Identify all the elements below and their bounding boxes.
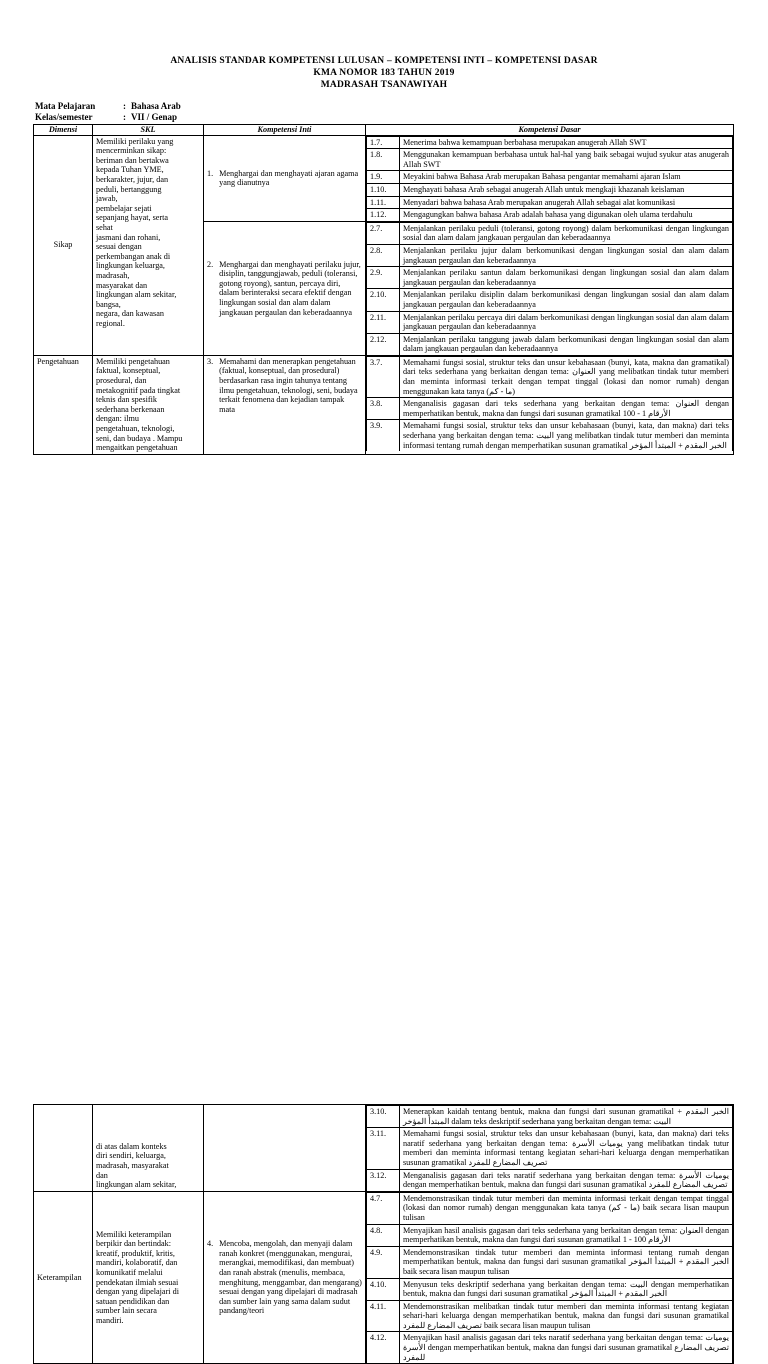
kd-item [367, 171, 733, 184]
document-title [0, 55, 768, 91]
competency-table-page-2 [33, 1104, 734, 1364]
kd-group-1 [366, 135, 734, 221]
ki-1 [204, 135, 366, 221]
ki-3-text: Memahami dan menerapkan pengetahuan (faktual, konseptual, dan prosedural) berdasarkan rasa ingin tahunya tentang ilmu pengetahuan, teknologi, seni, budaya terkait fenomena dan kejadian tampak mata [219, 356, 358, 414]
kd-number: 1.12. [367, 209, 400, 221]
ki-2 [204, 221, 366, 355]
document-meta [35, 101, 181, 123]
document-page-1 [0, 0, 768, 510]
dimensi-sikap: Sikap [34, 135, 93, 355]
ki-4-text: Mencoba, mengolah, dan menyaji dalam ranah konkret (menggunakan, mengurai, merangkai, memodifikasi, dan membuat) dan ranah abstrak (menulis, membaca, menghitung, menggambar, dan mengarang) sesuai dengan yang dipelajari di madrasah dan sumber lain yang sama dalam sudut pandang/teori [219, 1239, 362, 1316]
kd-item [367, 1169, 733, 1191]
kd-list-1 [366, 136, 733, 221]
kd-group-2 [366, 221, 734, 355]
kd-text: Menjalankan perilaku tanggung jawab dalam berkomunikasi dengan lingkungan sosial dan alam dalam jangkauan pergaulan dan keberadaannya [400, 333, 733, 355]
meta-subject [35, 101, 181, 112]
kd-item [367, 1332, 733, 1363]
kd-item [367, 1106, 733, 1128]
kd-item [367, 1192, 733, 1224]
kd-text: Mendemonstrasikan tindak tutur memberi dan meminta informasi terkait dengan tempat tinggal (lokasi dan nomor rumah) dengan menggunakan kata tanya (ما - كم) baik secara lisan maupun tulisan [400, 1192, 733, 1224]
ki-4-number: 4. [207, 1239, 214, 1249]
kd-number: 4.7. [367, 1192, 400, 1224]
ki-4 [204, 1191, 366, 1364]
title-line-2: KMA NOMOR 183 TAHUN 2019 [313, 68, 455, 78]
header-ki: Kompetensi Inti [204, 125, 366, 136]
kd-text: Mengagungkan bahwa bahasa Arab adalah bahasa yang digunakan oleh ulama terdahulu [400, 209, 733, 221]
competency-table-page-1 [33, 124, 734, 455]
ki-3 [204, 355, 366, 454]
table-row-sikap-1 [34, 135, 734, 221]
skl-pengetahuan-cont: di atas dalam konteks diri sendiri, keluarga, madrasah, masyarakat dan lingkungan alam sekitar, [93, 1105, 204, 1192]
kd-text: Menyajikan hasil analisis gagasan dari teks sederhana yang berkaitan dengan tema: العنوان dengan memperhatikan bentuk, makna dan fungsi dari susunan gramatikal الأرقام 100 - 1 [400, 1224, 733, 1246]
kd-item [367, 398, 733, 420]
kd-list-4 [366, 1192, 733, 1364]
title-line-1: ANALISIS STANDAR KOMPETENSI LULUSAN – KOMPETENSI INTI – KOMPETENSI DASAR [170, 56, 598, 66]
kd-item [367, 1246, 733, 1278]
meta-subject-key: Mata Pelajaran [35, 101, 96, 111]
kd-number: 2.10. [367, 289, 400, 311]
table-row-keterampilan [34, 1191, 734, 1364]
skl-keterampilan: Memiliki keterampilan berpikir dan bertindak: kreatif, produktif, kritis, mandiri, kolaboratif, dan komunikatif melalui pendekatan ilmiah sesuai dengan yang dipelajari di satuan pendidikan dan sumber lain secara mandiri. [93, 1191, 204, 1364]
kd-item [367, 196, 733, 209]
kd-group-3-cont [366, 1105, 734, 1192]
meta-subject-value: Bahasa Arab [131, 101, 181, 111]
kd-item [367, 356, 733, 397]
kd-item [367, 222, 733, 244]
document-page-2 [0, 548, 768, 1362]
kd-number: 4.12. [367, 1332, 400, 1363]
kd-number: 3.7. [367, 356, 400, 397]
kd-number: 4.10. [367, 1278, 400, 1300]
skl-pengetahuan: Memiliki pengetahuan faktual, konseptual, prosedural, dan metakognitif pada tingkat teknis dan spesifik sederhana berkenaan dengan: ilmu pengetahuan, teknologi, seni, dan budaya . Mampu mengaitkan pengetahuan [93, 355, 204, 454]
kd-item [367, 267, 733, 289]
kd-text: Menggunakan kemampuan berbahasa untuk hal-hal yang baik sebagai wujud syukur atas anugerah Allah SWT [400, 149, 733, 171]
kd-text: Memahami fungsi sosial, struktur teks dan unsur kebahasaan (bunyi, kata, dan makna) dari teks sederhana yang berkaitan dengan tema: البيت yang melibatkan tindak tutur memberi dan meminta informasi tentang rumah dengan memperhatikan susunan gramatikal الخبر المقدم + المبتدأ المؤخر [400, 420, 733, 451]
kd-text: Menghayati bahasa Arab sebagai anugerah Allah untuk mengkaji khazanah keislaman [400, 183, 733, 196]
kd-item [367, 149, 733, 171]
kd-item [367, 209, 733, 221]
kd-number: 1.10. [367, 183, 400, 196]
meta-separator: : [123, 101, 126, 111]
kd-item [367, 311, 733, 333]
kd-number: 2.8. [367, 244, 400, 266]
header-dimensi: Dimensi [34, 125, 93, 136]
title-line-3: MADRASAH TSANAWIYAH [320, 80, 448, 90]
kd-text: Menjalankan perilaku percaya diri dalam berkomunikasi dengan lingkungan sosial dan alam dalam jangkauan pergaulan dan keberadaannya [400, 311, 733, 333]
kd-text: Meyakini bahwa Bahasa Arab merupakan Bahasa pengantar memahami ajaran Islam [400, 171, 733, 184]
kd-group-4 [366, 1191, 734, 1364]
ki-2-text: Menghargai dan menghayati perilaku jujur, disiplin, tanggungjawab, peduli (toleransi, gotong royong), santun, percaya diri, dalam berinteraksi secara efektif dengan lingkungan sosial dan alam dalam jangkauan pergaulan dan keberadaannya [219, 259, 361, 317]
ki-3-cont [204, 1105, 366, 1192]
kd-number: 1.11. [367, 196, 400, 209]
kd-item [367, 244, 733, 266]
kd-group-3 [366, 355, 734, 454]
skl-sikap: Memiliki perilaku yang mencerminkan sikap: beriman dan bertakwa kepada Tuhan YME, berkarakter, jujur, dan peduli, bertanggung jawab, pembelajar sejati sepanjang hayat, serta sehat jasmani dan rohani, sesuai dengan perkembangan anak di lingkungan keluarga, madrasah, masyarakat dan lingkungan alam sekitar, bangsa, negara, dan kawasan regional. [93, 135, 204, 355]
kd-text: Memahami fungsi sosial, struktur teks dan unsur kebahasaan (bunyi, kata, makna dan gramatikal) dari teks sederhana yang berkaitan dengan tema: العنوان yang melibatkan tindak tutur memberi dan meminta informasi terkait dengan tempat tinggal (lokasi dan nomor rumah) dengan menggunakan kata tanya (ما - كم) [400, 356, 733, 397]
kd-item [367, 136, 733, 149]
kd-list-3-cont [366, 1105, 733, 1191]
dimensi-keterampilan: Keterampilan [34, 1191, 93, 1364]
kd-text: Menyadari bahwa bahasa Arab merupakan anugerah Allah sebagai alat komunikasi [400, 196, 733, 209]
ki-2-number: 2. [207, 259, 214, 269]
kd-number: 4.11. [367, 1300, 400, 1332]
kd-number: 1.9. [367, 171, 400, 184]
kd-text: Menerapkan kaidah tentang bentuk, makna dan fungsi dari susunan gramatikal الخبر المقدم + المبتدأ المؤخر dalam teks deskriptif sederhana yang berkaitan dengan tema: البيت [400, 1106, 733, 1128]
kd-number: 2.11. [367, 311, 400, 333]
dimensi-pengetahuan-cont [34, 1105, 93, 1192]
kd-number: 4.8. [367, 1224, 400, 1246]
kd-text: Mendemonstrasikan melibatkan tindak tutur memberi dan meminta informasi tentang kegiatan sehari-hari keluarga dengan memperhatikan bentuk, makna dan fungsi dari susunan gramatikal تصريف المضارع للمفرد baik secara lisan maupun tulisan [400, 1300, 733, 1332]
kd-text: Menjalankan perilaku peduli (toleransi, gotong royong) dalam berkomunikasi dengan lingkungan sosial dan alam dalam jangkauan pergaulan dan keberadaannya [400, 222, 733, 244]
meta-class [35, 112, 181, 123]
table-header-row [34, 125, 734, 136]
kd-number: 3.8. [367, 398, 400, 420]
kd-text: Menyusun teks deskriptif sederhana yang berkaitan dengan tema: البيت dengan memperhatikan bentuk, makna dan fungsi dari susunan gramatikal الخبر المقدم + المبتدأ المؤخر [400, 1278, 733, 1300]
ki-3-number: 3. [207, 356, 214, 366]
kd-number: 3.10. [367, 1106, 400, 1128]
kd-text: Menjalankan perilaku santun dalam berkomunikasi dengan lingkungan sosial dan alam dalam jangkauan pergaulan dan keberadaannya [400, 267, 733, 289]
kd-number: 2.7. [367, 222, 400, 244]
table-row-pengetahuan-cont [34, 1105, 734, 1192]
kd-item [367, 1278, 733, 1300]
kd-text: Menjalankan perilaku jujur dalam berkomunikasi dengan lingkungan sosial dan alam dalam jangkauan pergaulan dan keberadaannya [400, 244, 733, 266]
kd-text: Menganalisis gagasan dari teks sederhana yang berkaitan dengan tema: العنوان dengan memperhatikan bentuk, makna dan fungsi dari susunan gramatikal 100 - 1 الأرقام [400, 398, 733, 420]
kd-number: 1.8. [367, 149, 400, 171]
kd-item [367, 1224, 733, 1246]
kd-item [367, 1300, 733, 1332]
kd-text: Menerima bahwa kemampuan berbahasa merupakan anugerah Allah SWT [400, 136, 733, 149]
meta-class-key: Kelas/semester [35, 112, 93, 122]
kd-list-2 [366, 222, 733, 355]
kd-text: Menyajikan hasil analisis gagasan dari teks naratif sederhana yang berkaitan dengan tema: يوميات الأسرة dengan memperhatikan bentuk, makna dan fungsi dari susunan gramatikal تصريف المضارع للمفرد [400, 1332, 733, 1363]
ki-1-number: 1. [207, 168, 214, 178]
header-kd: Kompetensi Dasar [366, 125, 734, 136]
kd-number: 3.9. [367, 420, 400, 451]
kd-text: Mendemonstrasikan tindak tutur memberi dan meminta informasi tentang rumah dengan memperhatikan bentuk, makna dan fungsi dari susunan gramatikal الخبر المقدم + المبتدأ المؤخر baik secara lisan maupun tulisan [400, 1246, 733, 1278]
kd-number: 1.7. [367, 136, 400, 149]
kd-item [367, 333, 733, 355]
header-skl: SKL [93, 125, 204, 136]
meta-separator: : [123, 112, 126, 122]
kd-item [367, 183, 733, 196]
table-row-pengetahuan [34, 355, 734, 454]
kd-number: 3.12. [367, 1169, 400, 1191]
kd-number: 4.9. [367, 1246, 400, 1278]
kd-number: 2.12. [367, 333, 400, 355]
kd-list-3 [366, 356, 733, 451]
kd-text: Menjalankan perilaku disiplin dalam berkomunikasi dengan lingkungan sosial dan alam dalam jangkauan pergaulan dan keberadaannya [400, 289, 733, 311]
kd-number: 2.9. [367, 267, 400, 289]
kd-item [367, 289, 733, 311]
meta-class-value: VII / Genap [131, 112, 178, 122]
kd-text: Memahami fungsi sosial, struktur teks dan unsur kebahasaan (bunyi, kata, dan makna) dari teks naratif sederhana yang berkaitan dengan tema: يوميات الأسرة yang melibatkan tindak tutur memberi dan meminta informasi tentang kegiatan sehari-hari keluarga dengan memperhatikan susunan gramatikal تصريف المضارع للمفرد [400, 1128, 733, 1169]
kd-item [367, 1128, 733, 1169]
kd-number: 3.11. [367, 1128, 400, 1169]
dimensi-pengetahuan: Pengetahuan [34, 355, 93, 454]
ki-1-text: Menghargai dan menghayati ajaran agama yang dianutnya [219, 168, 359, 188]
kd-item [367, 420, 733, 451]
kd-text: Menganalisis gagasan dari teks naratif sederhana yang berkaitan dengan tema: يوميات الأسرة dengan memperhatikan bentuk, makna dan fungsi dari susunan gramatikal تصريف المضارع للمفرد [400, 1169, 733, 1191]
